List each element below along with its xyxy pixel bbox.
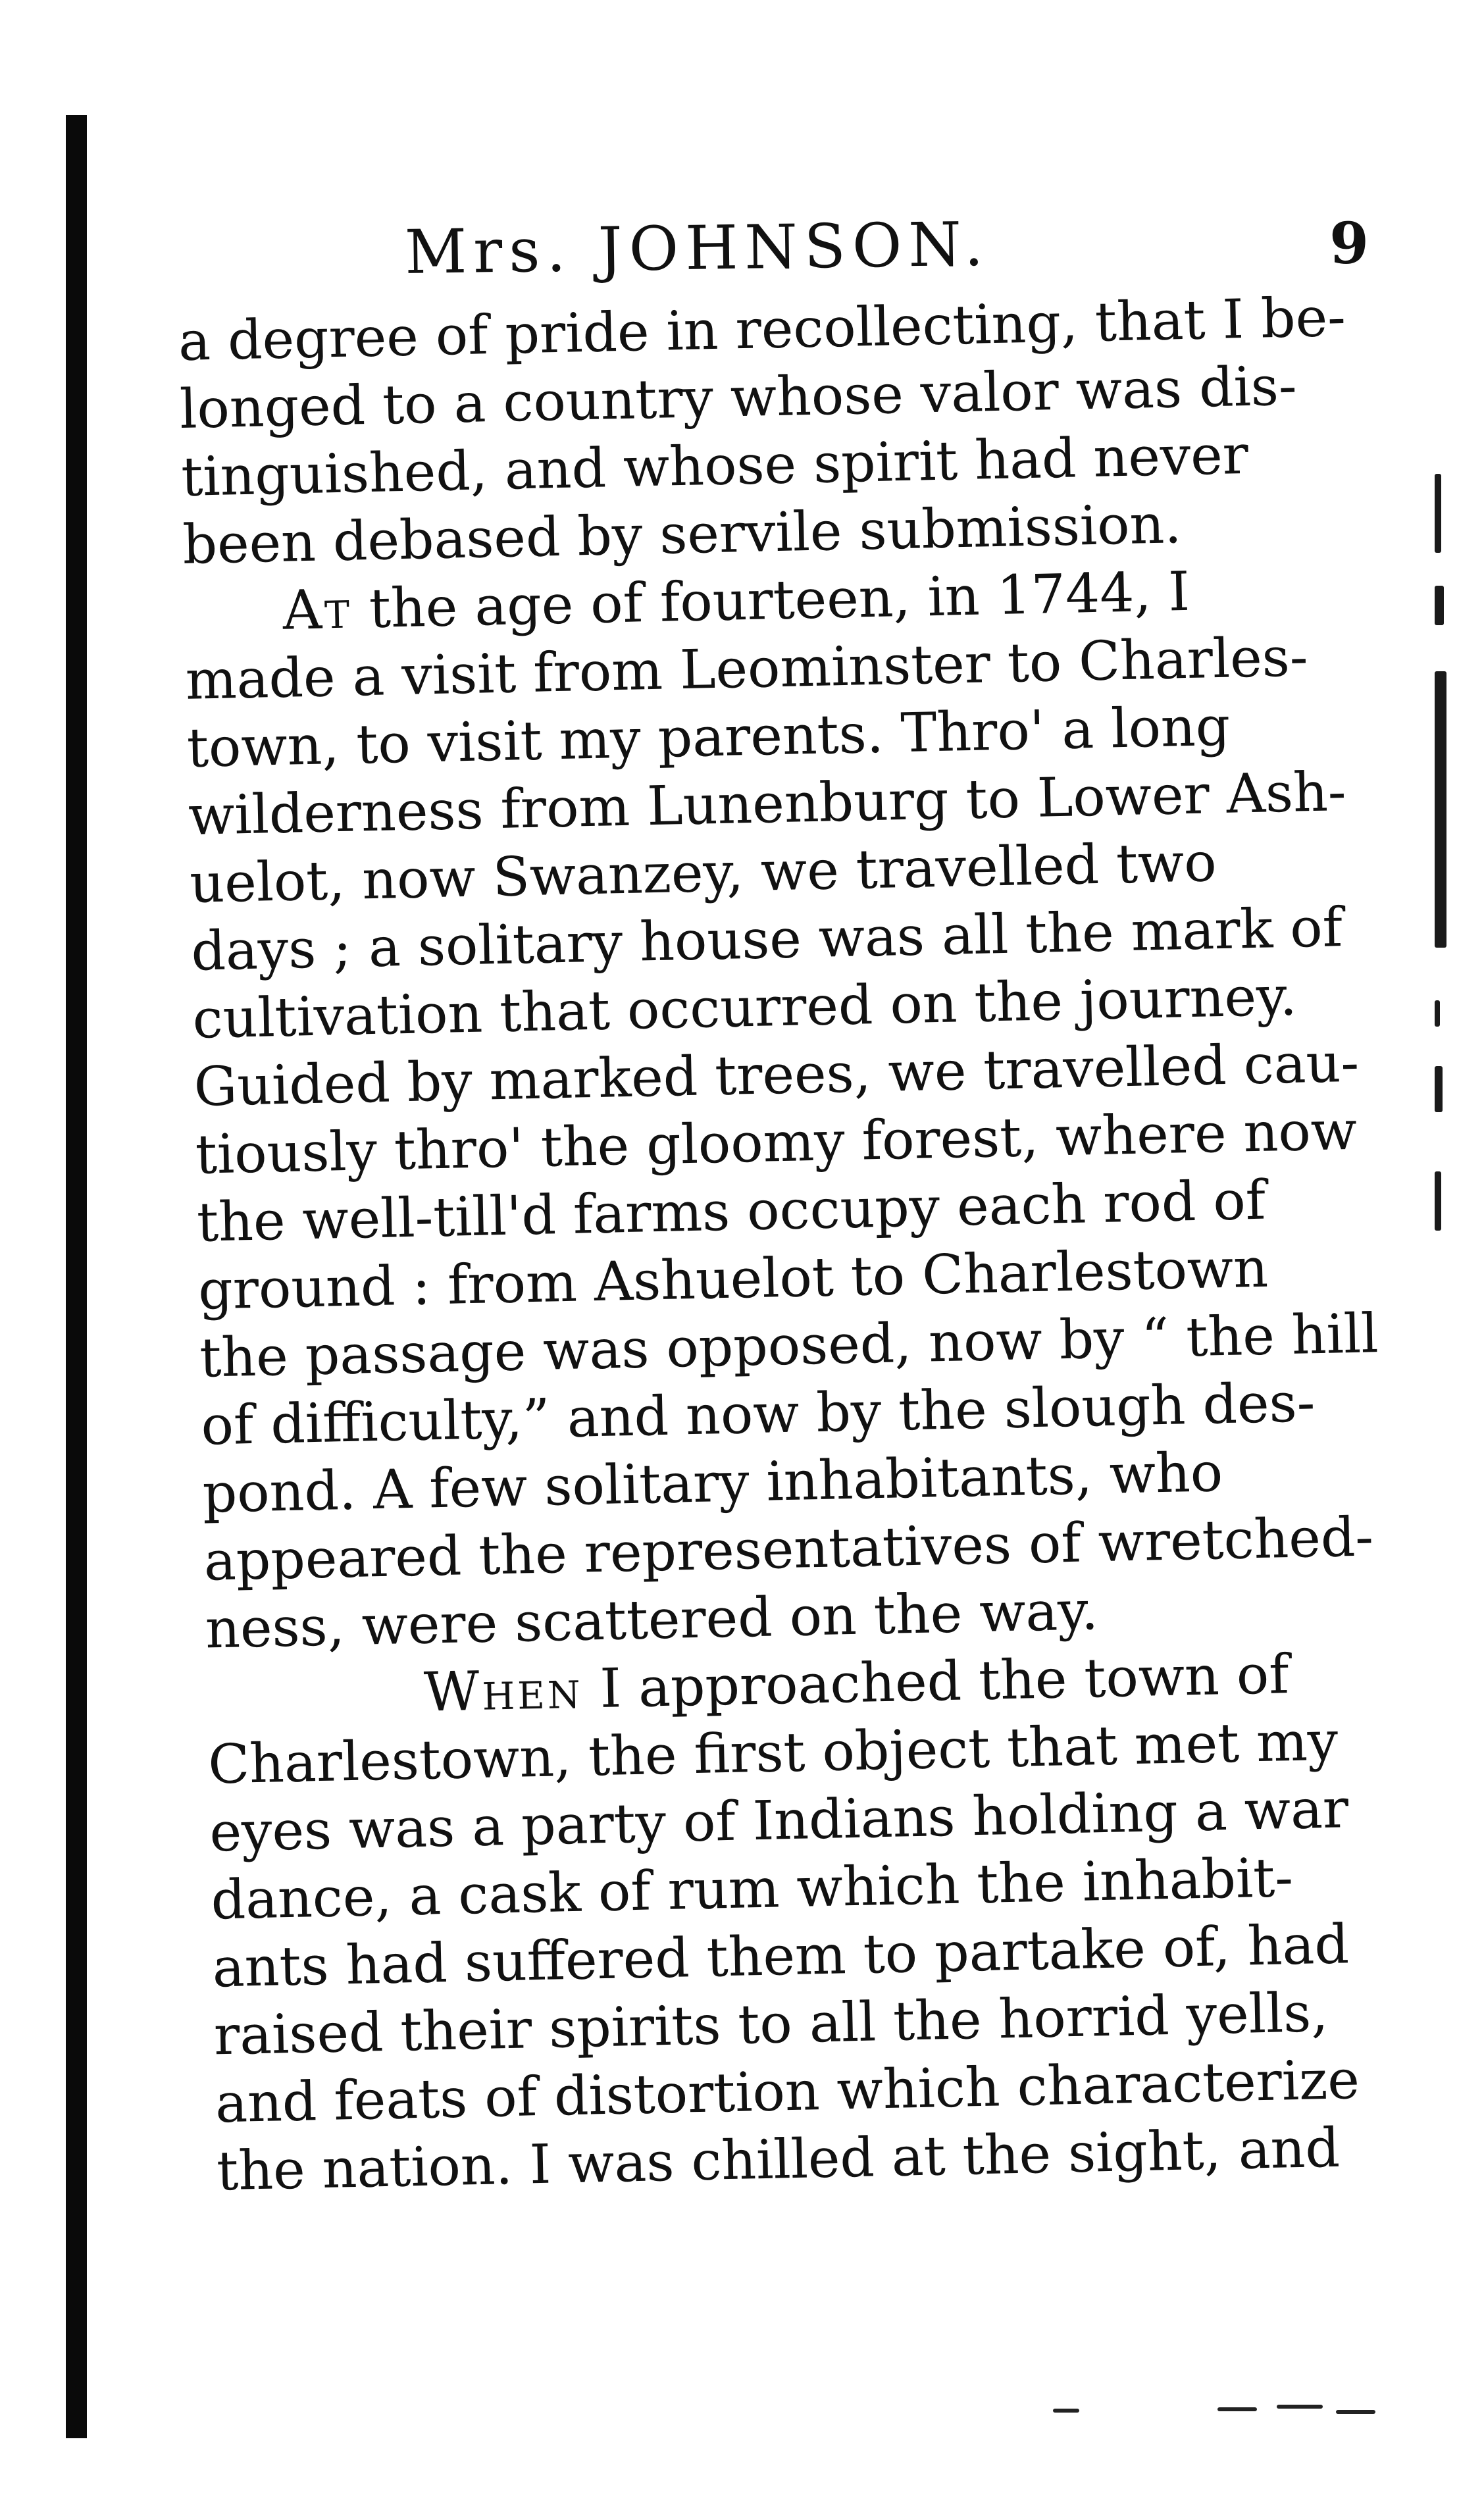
- text-line: Guided by marked trees, we travelled cau-: [193, 1031, 1360, 1119]
- text-line: cultivation that occurred on the journey.: [192, 965, 1298, 1051]
- text-line: ness, were scattered on the way.: [205, 1579, 1099, 1661]
- edge-mark: [1435, 586, 1444, 625]
- text-line: the passage was opposed, now by “ the hill: [199, 1302, 1379, 1390]
- paragraph-lead-word: When: [423, 1658, 584, 1724]
- text-line: wilderness from Lunenburg to Lower Ash-: [188, 760, 1347, 848]
- edge-mark: [1435, 1066, 1443, 1112]
- page-number: 9: [1329, 211, 1369, 277]
- text-line: ants had suffered them to partake of, had: [211, 1913, 1350, 2000]
- text-line: the nation. I was chilled at the sight, and: [216, 2116, 1341, 2203]
- paragraph: [184, 554, 1410, 1664]
- text-line: longed to a country whose valor was dis-: [179, 355, 1298, 441]
- text-line: a degree of pride in recollecting, that I be-: [178, 286, 1346, 373]
- text-line: tinguished, and whose spirit had never: [180, 423, 1249, 509]
- speck: [1277, 2405, 1323, 2409]
- text-line-rest: I approached the town of: [582, 1643, 1290, 1721]
- text-line-rest: the age of fourteen, in 1744, I: [351, 560, 1190, 641]
- paragraph: [206, 1638, 1421, 2205]
- book-page: [178, 211, 1382, 2206]
- text-line: ground : from Ashuelot to Charlestown: [197, 1237, 1269, 1322]
- text-line: and feats of distortion which characterize: [215, 2048, 1360, 2136]
- body-text: [178, 283, 1421, 2206]
- edge-mark: [1435, 1000, 1440, 1027]
- text-line: eyes was a party of Indians holding a war: [209, 1778, 1350, 1864]
- text-line: been debased by servile submission.: [182, 493, 1183, 576]
- text-line: raised their spirits to all the horrid yells,: [213, 1981, 1329, 2068]
- text-line: town, to visit my parents. Thro' a long: [186, 695, 1231, 780]
- text-line: tiously thro' the gloomy forest, where now: [194, 1099, 1358, 1187]
- running-head: [178, 211, 1382, 290]
- speck: [1053, 2409, 1079, 2413]
- text-line: pond. A few solitary inhabitants, who: [201, 1441, 1224, 1525]
- paragraph-lead-word: At: [282, 578, 353, 642]
- text-line: uelot, now Swanzey, we travelled two: [189, 831, 1217, 915]
- speck: [1217, 2407, 1257, 2411]
- text-line: the well-till'd farms occupy each rod of: [196, 1169, 1267, 1254]
- page-edge-marks: [1435, 474, 1450, 1329]
- edge-mark: [1435, 671, 1446, 948]
- text-line: dance, a cask of rum which the inhabit-: [210, 1847, 1294, 1932]
- edge-mark: [1435, 1171, 1441, 1231]
- text-line: appeared the representatives of wretched-: [203, 1506, 1374, 1593]
- text-line: Charlestown, the first object that met my: [207, 1710, 1339, 1797]
- speck: [1336, 2410, 1375, 2414]
- running-title: Mrs. JOHNSON.: [404, 209, 990, 288]
- text-line: of difficulty,” and now by the slough des-: [200, 1371, 1316, 1458]
- text-line: made a visit from Leominster to Charles-: [184, 626, 1309, 712]
- paragraph: [178, 283, 1387, 579]
- edge-mark: [1435, 474, 1441, 553]
- binding-edge-shadow: [66, 115, 87, 2438]
- scan-specks: [1053, 2395, 1395, 2422]
- text-line: days ; a solitary house was all the mark of: [190, 896, 1343, 983]
